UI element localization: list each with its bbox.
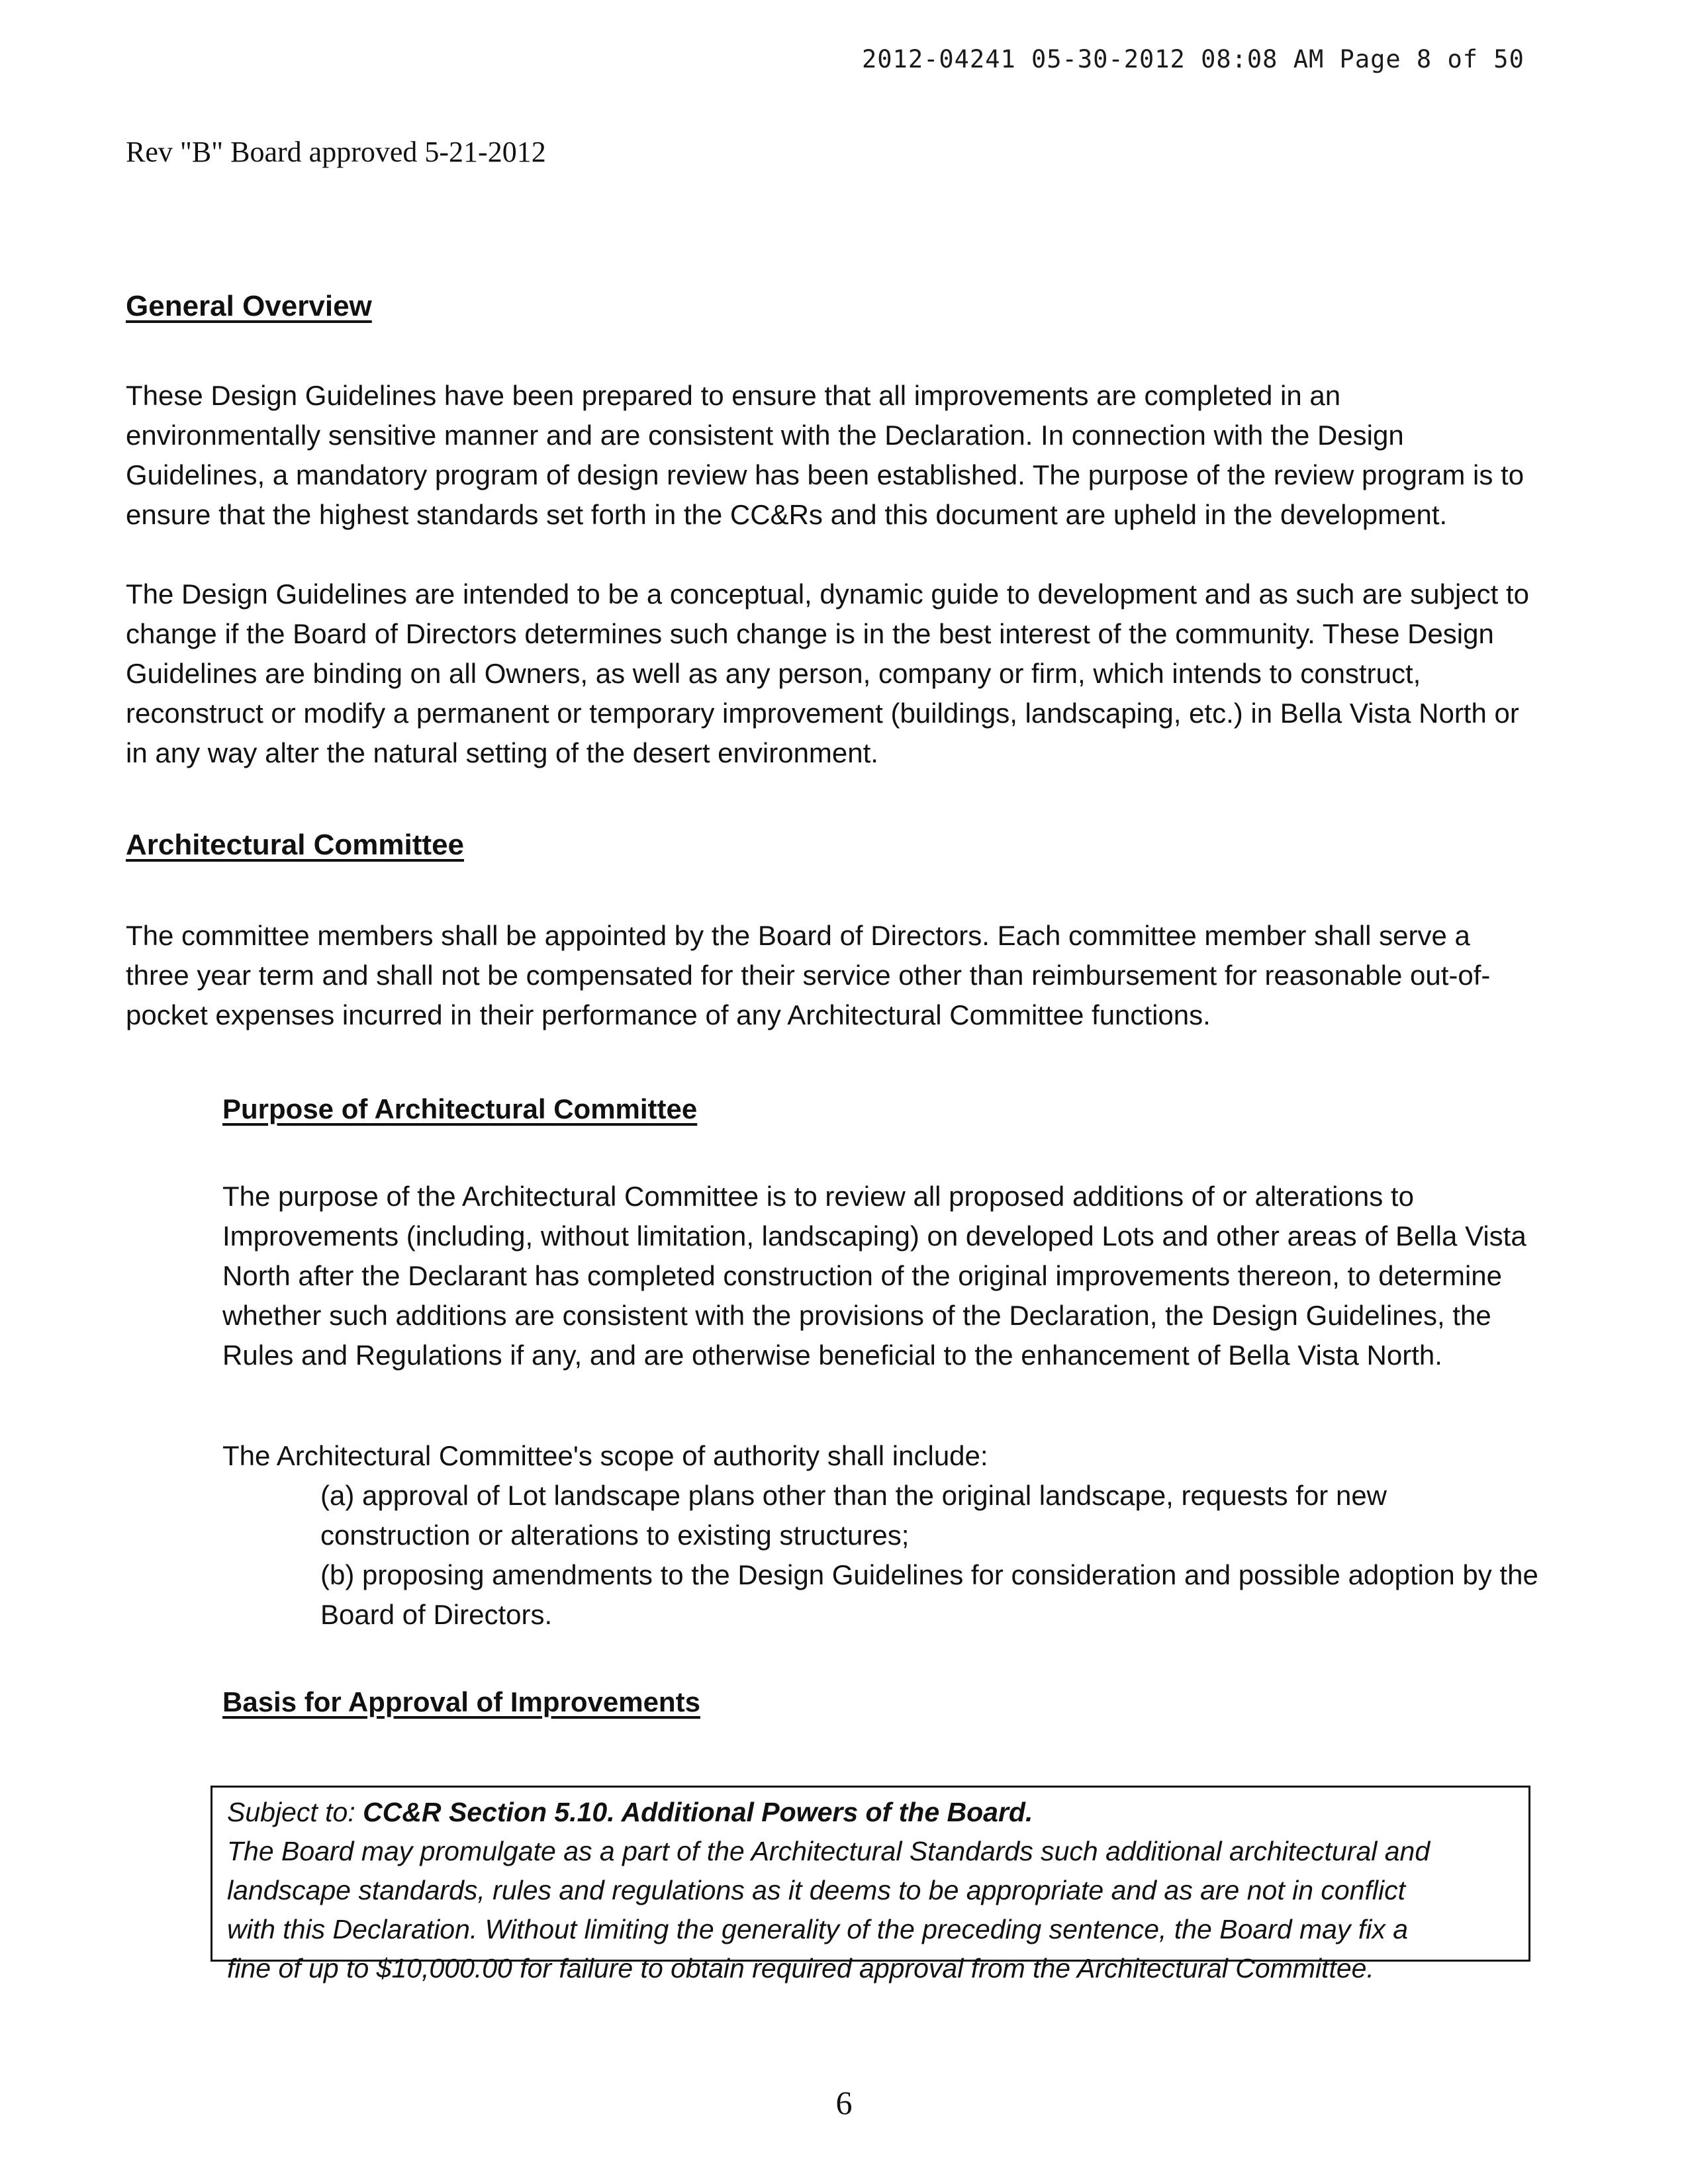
purpose-heading: Purpose of Architectural Committee [222,1093,698,1124]
revision-note: Rev "B" Board approved 5-21-2012 [126,136,546,168]
note-line-4: fine of up to $10,000.00 for failure to obtain required approval from the Architectural Committee. [227,1953,1374,1983]
architectural-committee-heading: Architectural Committee [126,829,465,861]
note-line-1: The Board may promulgate as a part of the Architectural Standards such additional architectural and [227,1836,1430,1866]
general-overview-heading: General Overview [126,290,372,322]
note-subject-line [227,1793,1528,1832]
basis-heading: Basis for Approval of Improvements [222,1686,700,1717]
page-number: 6 [835,2084,853,2121]
general-overview-paragraph-2: The Design Guidelines are intended to be a conceptual, dynamic guide to development and as such are subject to change if the Board of Directors determines such change is in the best interest of the community. These Design Guidelines are binding on all Owners, as well as any person, company or firm, which intends to construct, reconstruct or modify a permanent or temporary improvement (buildings, landscaping, etc.) in Bella Vista North or in any way alter the natural setting of the desert environment. [126,578,1530,768]
scope-intro: The Architectural Committee's scope of authority shall include: [222,1440,988,1471]
fax-header: 2012-04241 05-30-2012 08:08 AM Page 8 of 50 [862,45,1524,73]
scope-item-a: (a) approval of Lot landscape plans other than the original landscape, requests for new construction or alterations to existing structures; [320,1480,1387,1551]
general-overview-paragraph-1: These Design Guidelines have been prepared to ensure that all improvements are completed in an environmentally sensitive manner and are consistent with the Declaration. In connection with the Design Guidelines, a mandatory program of design review has been established. The purpose of the review program is to ensure that the highest standards set forth in the CC&Rs and this document are upheld in the development. [126,380,1524,530]
scope-item-b: (b) proposing amendments to the Design Guidelines for consideration and possible adoption by the Board of Directors. [320,1559,1538,1630]
note-subject-prefix: Subject to: [227,1797,363,1827]
note-subject-reference: CC&R Section 5.10. Additional Powers of the Board. [363,1797,1033,1827]
note-line-2: landscape standards, rules and regulations as it deems to be appropriate and as are not in conflict [227,1875,1406,1905]
cc-r-note-box [211,1786,1530,1983]
purpose-paragraph: The purpose of the Architectural Committee is to review all proposed additions of or alterations to Improvements (including, without limitation, landscaping) on developed Lots and other areas of Bella Vista North after the Declarant has completed construction of the original improvements thereon, to determine whether such additions are consistent with the provisions of the Declaration, the Design Guidelines, the Rules and Regulations if any, and are otherwise beneficial to the enhancement of Bella Vista North. [222,1181,1526,1371]
architectural-committee-paragraph: The committee members shall be appointed by the Board of Directors. Each committee member shall serve a three year term and shall not be compensated for their service other than reimbursement for reasonable out-of-pocket expenses incurred in their performance of any Architectural Committee functions. [126,920,1491,1030]
note-line-3: with this Declaration. Without limiting the generality of the preceding sentence, the Board may fix a [227,1914,1409,1944]
